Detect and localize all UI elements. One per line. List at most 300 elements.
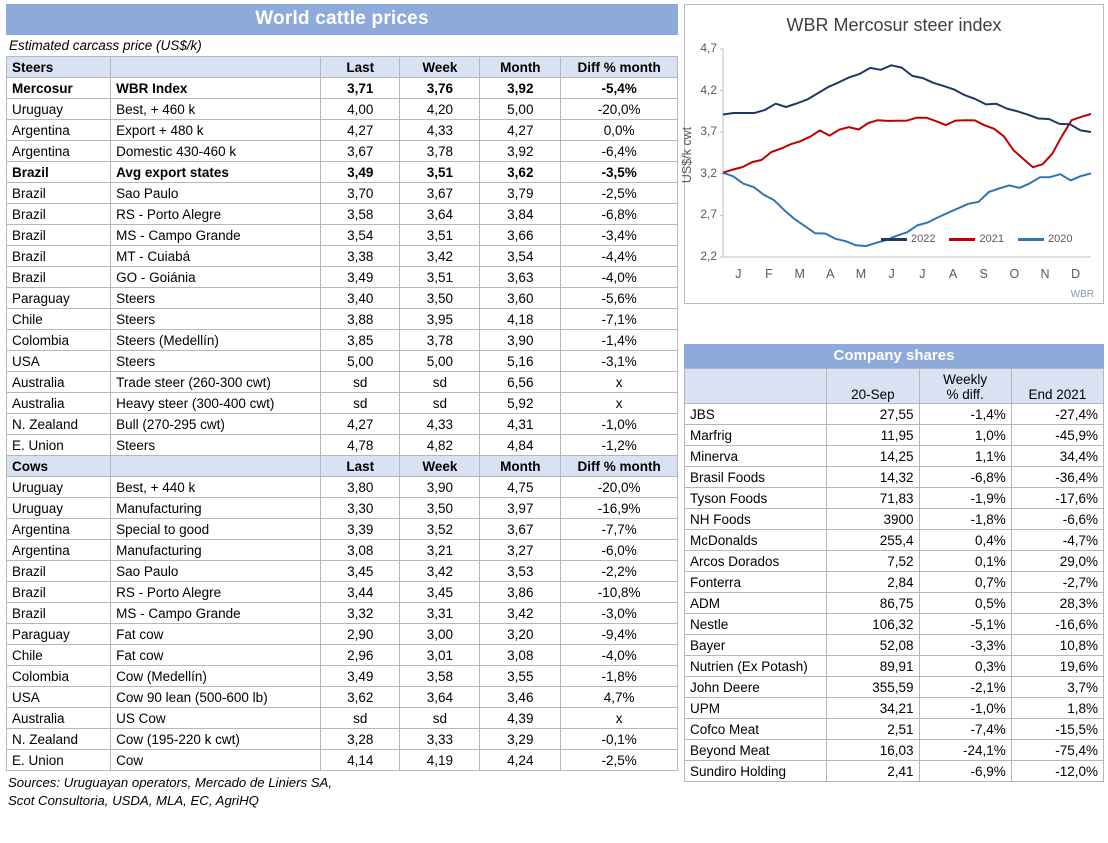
cell-diff: 4,7% [561,687,678,708]
cell-week: 3,78 [400,141,480,162]
column-header: Last [321,57,400,78]
table-row [7,414,678,435]
cell-description: Domestic 430-460 k [111,141,321,162]
table-row [685,719,1104,740]
cell-week: sd [400,393,480,414]
cell-last: 3,62 [321,687,400,708]
cell-diff: -4,0% [561,267,678,288]
cell-end-2021: 19,6% [1011,656,1103,677]
cell-price: 3900 [827,509,919,530]
cell-end-2021: -36,4% [1011,467,1103,488]
cell-description: GO - Goiánia [111,267,321,288]
table-row [7,687,678,708]
cell-weekly-diff: -1,0% [919,698,1011,719]
table-row [7,351,678,372]
cell-diff: -3,1% [561,351,678,372]
column-header: Last [321,456,400,477]
cell-last: 3,49 [321,267,400,288]
cell-description: Steers [111,288,321,309]
cell-diff: x [561,372,678,393]
cell-month: 3,53 [480,561,561,582]
shares-header-end2021: End 2021 [1011,369,1103,404]
cell-country: Brazil [7,561,111,582]
cell-price: 11,95 [827,425,919,446]
table-row [685,761,1104,782]
table-row [685,488,1104,509]
cell-month: 3,62 [480,162,561,183]
cell-price: 106,32 [827,614,919,635]
chart-y-axis-label: US$/k cwt [680,126,694,184]
cell-week: 3,45 [400,582,480,603]
cell-company: Nutrien (Ex Potash) [685,656,827,677]
table-row [7,624,678,645]
cell-description: Special to good [111,519,321,540]
cell-diff: x [561,393,678,414]
cell-description: Steers [111,435,321,456]
cell-country: Argentina [7,519,111,540]
cell-description: US Cow [111,708,321,729]
cell-country: USA [7,687,111,708]
cell-week: sd [400,708,480,729]
table-row [685,467,1104,488]
cell-last: 3,08 [321,540,400,561]
cell-last: 3,67 [321,141,400,162]
mercosur-steer-index-chart [680,4,1104,304]
cell-country: Brazil [7,204,111,225]
cell-company: Sundiro Holding [685,761,827,782]
sources-line-2: Scot Consultoria, USDA, MLA, EC, AgriHQ [8,792,259,808]
cell-month: 3,79 [480,183,561,204]
shares-table [684,368,1104,782]
cell-description: Fat cow [111,624,321,645]
cell-country: Brazil [7,225,111,246]
cell-description: Steers (Medellín) [111,330,321,351]
table-row [7,666,678,687]
column-header: Week [400,456,480,477]
legend-label: 2021 [979,233,1004,245]
cell-diff: -5,4% [561,78,678,99]
cell-description: MS - Campo Grande [111,603,321,624]
cell-description: Heavy steer (300-400 cwt) [111,393,321,414]
cell-weekly-diff: 1,1% [919,446,1011,467]
cell-country: Brazil [7,603,111,624]
cell-month: 3,86 [480,582,561,603]
prices-table [6,56,678,771]
cell-month: 4,31 [480,414,561,435]
cell-country: Australia [7,372,111,393]
chart-x-tick: D [1071,267,1081,281]
shares-header-weekly: Weekly % diff. [919,369,1011,404]
section-blank [111,456,321,477]
cell-last: 3,88 [321,309,400,330]
cell-description: Avg export states [111,162,321,183]
cell-end-2021: -27,4% [1011,404,1103,425]
legend-swatch [1018,238,1044,241]
table-row [7,99,678,120]
cell-month: 4,27 [480,120,561,141]
cell-weekly-diff: 0,7% [919,572,1011,593]
cell-description: Best, + 460 k [111,99,321,120]
cell-country: Brazil [7,582,111,603]
cell-description: Fat cow [111,645,321,666]
table-row [685,656,1104,677]
cell-description: Best, + 440 k [111,477,321,498]
cell-month: 5,00 [480,99,561,120]
cell-week: sd [400,372,480,393]
cell-diff: -2,5% [561,183,678,204]
cell-month: 5,92 [480,393,561,414]
prices-section-header [7,57,678,78]
cell-diff: -1,2% [561,435,678,456]
cell-diff: -5,6% [561,288,678,309]
cell-country: Paraguay [7,624,111,645]
cell-company: Cofco Meat [685,719,827,740]
table-row [685,614,1104,635]
company-shares-panel [684,344,1104,782]
cell-diff: -9,4% [561,624,678,645]
cell-price: 89,91 [827,656,919,677]
cell-week: 3,31 [400,603,480,624]
cell-last: 4,14 [321,750,400,771]
cell-company: John Deere [685,677,827,698]
cell-last: 3,44 [321,582,400,603]
cell-month: 3,67 [480,519,561,540]
cell-last: 4,00 [321,99,400,120]
cell-end-2021: -15,5% [1011,719,1103,740]
cell-price: 2,51 [827,719,919,740]
chart-x-tick: M [855,267,867,281]
cell-description: RS - Porto Alegre [111,582,321,603]
chart-x-tick: O [1009,267,1020,281]
cell-month: 3,60 [480,288,561,309]
cell-diff: -16,9% [561,498,678,519]
cell-last: 3,39 [321,519,400,540]
chart-plot-area [680,5,1105,305]
table-row [7,120,678,141]
cell-description: Trade steer (260-300 cwt) [111,372,321,393]
cell-week: 4,82 [400,435,480,456]
cell-end-2021: -16,6% [1011,614,1103,635]
cell-price: 7,52 [827,551,919,572]
cell-price: 355,59 [827,677,919,698]
cell-end-2021: 34,4% [1011,446,1103,467]
cell-month: 3,54 [480,246,561,267]
table-row [685,593,1104,614]
shares-header-row [685,369,1104,404]
cell-country: Mercosur [7,78,111,99]
cell-weekly-diff: -5,1% [919,614,1011,635]
cell-week: 3,51 [400,162,480,183]
panel-title: World cattle prices [6,4,678,35]
cell-country: Chile [7,645,111,666]
cell-week: 3,58 [400,666,480,687]
chart-y-tick: 2,2 [700,249,717,263]
cell-last: 3,38 [321,246,400,267]
table-row [685,635,1104,656]
cell-week: 4,33 [400,414,480,435]
cell-week: 3,51 [400,225,480,246]
cell-end-2021: -2,7% [1011,572,1103,593]
table-row [7,372,678,393]
cell-diff: -7,7% [561,519,678,540]
cell-company: Tyson Foods [685,488,827,509]
table-row [7,393,678,414]
cell-week: 4,20 [400,99,480,120]
cell-company: JBS [685,404,827,425]
cell-weekly-diff: 0,4% [919,530,1011,551]
cell-country: Brazil [7,183,111,204]
table-row [7,540,678,561]
cell-month: 3,27 [480,540,561,561]
table-row [7,603,678,624]
chart-x-tick: J [888,267,895,281]
cell-diff: -6,4% [561,141,678,162]
cell-country: Uruguay [7,498,111,519]
column-header: Diff % month [561,57,678,78]
cell-month: 3,08 [480,645,561,666]
cell-diff: -1,4% [561,330,678,351]
cell-description: Sao Paulo [111,183,321,204]
cell-diff: -20,0% [561,477,678,498]
cell-country: Uruguay [7,477,111,498]
cell-description: Export + 480 k [111,120,321,141]
chart-x-tick: F [765,267,773,281]
cell-country: Paraguay [7,288,111,309]
cell-description: MT - Cuiabá [111,246,321,267]
table-row [685,446,1104,467]
cell-month: 3,92 [480,78,561,99]
cell-country: Chile [7,309,111,330]
cell-diff: -6,8% [561,204,678,225]
cell-week: 5,00 [400,351,480,372]
table-row [7,435,678,456]
chart-x-tick: N [1040,267,1050,281]
cell-price: 71,83 [827,488,919,509]
cell-company: UPM [685,698,827,719]
chart-x-tick: A [948,267,958,281]
cell-price: 52,08 [827,635,919,656]
table-row [7,288,678,309]
cell-company: Marfrig [685,425,827,446]
cell-weekly-diff: -1,8% [919,509,1011,530]
cell-country: Colombia [7,330,111,351]
cell-month: 5,16 [480,351,561,372]
table-row [7,708,678,729]
table-row [685,740,1104,761]
cell-end-2021: 29,0% [1011,551,1103,572]
cell-month: 3,84 [480,204,561,225]
legend-item [881,233,935,245]
cell-week: 3,64 [400,204,480,225]
column-header: Week [400,57,480,78]
chart-series-2022 [723,65,1091,132]
sources-note [6,771,678,810]
cell-price: 2,84 [827,572,919,593]
cell-week: 3,42 [400,561,480,582]
cell-diff: -3,5% [561,162,678,183]
cell-month: 6,56 [480,372,561,393]
sources-line-1: Sources: Uruguayan operators, Mercado de Liniers SA, [8,775,332,790]
column-header: Month [480,456,561,477]
cell-description: Manufacturing [111,540,321,561]
cell-country: N. Zealand [7,414,111,435]
chart-y-tick: 3,2 [700,165,717,180]
cell-price: 255,4 [827,530,919,551]
table-row [7,519,678,540]
cell-last: sd [321,393,400,414]
cell-week: 3,64 [400,687,480,708]
cell-weekly-diff: -6,9% [919,761,1011,782]
cell-diff: x [561,708,678,729]
cell-week: 3,50 [400,288,480,309]
table-row [7,330,678,351]
cell-last: 3,80 [321,477,400,498]
cell-company: Bayer [685,635,827,656]
cell-month: 3,42 [480,603,561,624]
cell-diff: -4,4% [561,246,678,267]
cell-weekly-diff: -1,9% [919,488,1011,509]
cell-diff: -2,2% [561,561,678,582]
table-row [7,246,678,267]
shares-header-date: 20-Sep [827,369,919,404]
cell-last: 3,49 [321,666,400,687]
cell-end-2021: -75,4% [1011,740,1103,761]
cell-price: 86,75 [827,593,919,614]
table-row [685,425,1104,446]
cell-month: 3,55 [480,666,561,687]
chart-y-tick: 3,7 [700,124,717,139]
cell-last: 3,58 [321,204,400,225]
cell-end-2021: -17,6% [1011,488,1103,509]
cell-week: 3,52 [400,519,480,540]
panel-subtitle: Estimated carcass price (US$/k) [9,38,202,53]
cell-week: 3,90 [400,477,480,498]
cell-diff: -3,4% [561,225,678,246]
cell-company: NH Foods [685,509,827,530]
cell-company: Brasil Foods [685,467,827,488]
cell-company: Minerva [685,446,827,467]
cell-diff: -3,0% [561,603,678,624]
cell-weekly-diff: -2,1% [919,677,1011,698]
table-row [685,572,1104,593]
legend-label: 2022 [911,233,936,245]
table-row [7,477,678,498]
cell-country: Uruguay [7,99,111,120]
cell-description: MS - Campo Grande [111,225,321,246]
cell-weekly-diff: -1,4% [919,404,1011,425]
cell-last: sd [321,708,400,729]
cell-description: Steers [111,351,321,372]
cell-last: 3,28 [321,729,400,750]
cell-last: 2,96 [321,645,400,666]
cell-week: 3,67 [400,183,480,204]
cell-month: 4,24 [480,750,561,771]
cell-description: Cow [111,750,321,771]
section-label: Steers [7,57,111,78]
prices-section-header [7,456,678,477]
chart-title: WBR Mercosur steer index [786,15,1002,35]
legend-item [949,233,1003,245]
cell-end-2021: -4,7% [1011,530,1103,551]
cell-country: N. Zealand [7,729,111,750]
table-row [685,530,1104,551]
cell-last: 3,49 [321,162,400,183]
cell-last: 3,32 [321,603,400,624]
cell-month: 3,20 [480,624,561,645]
cell-diff: -20,0% [561,99,678,120]
cell-description: Cow (195-220 k cwt) [111,729,321,750]
cell-country: USA [7,351,111,372]
cell-weekly-diff: -24,1% [919,740,1011,761]
cell-month: 4,18 [480,309,561,330]
cell-end-2021: -45,9% [1011,425,1103,446]
shares-header-blank [685,369,827,404]
cell-week: 3,51 [400,267,480,288]
cell-month: 3,92 [480,141,561,162]
cell-week: 3,50 [400,498,480,519]
cell-last: 3,70 [321,183,400,204]
cell-company: Beyond Meat [685,740,827,761]
section-blank [111,57,321,78]
chart-y-tick: 4,7 [700,41,717,55]
cell-week: 4,33 [400,120,480,141]
cell-country: Brazil [7,246,111,267]
shares-title: Company shares [684,344,1104,368]
chart-watermark: WBR [1070,289,1094,300]
chart-svg [685,5,1105,305]
table-row [7,645,678,666]
cell-country: Australia [7,393,111,414]
cell-company: McDonalds [685,530,827,551]
cell-last: 4,27 [321,120,400,141]
cell-week: 3,21 [400,540,480,561]
chart-y-tick: 4,2 [700,82,717,97]
chart-legend [881,233,1072,245]
cell-description: Manufacturing [111,498,321,519]
cell-month: 3,90 [480,330,561,351]
legend-swatch [881,238,907,241]
cell-country: Argentina [7,141,111,162]
table-row [7,561,678,582]
table-row [7,498,678,519]
cell-diff: -7,1% [561,309,678,330]
section-label: Cows [7,456,111,477]
chart-x-tick: S [979,267,988,281]
chart-x-tick: M [794,267,805,281]
cell-price: 27,55 [827,404,919,425]
table-row [7,204,678,225]
cell-diff: -1,8% [561,666,678,687]
cell-last: 3,71 [321,78,400,99]
cell-description: Sao Paulo [111,561,321,582]
cell-company: Nestle [685,614,827,635]
cell-diff: -10,8% [561,582,678,603]
cell-week: 3,00 [400,624,480,645]
cell-price: 14,25 [827,446,919,467]
chart-x-tick: J [919,267,926,281]
cell-description: Cow 90 lean (500-600 lb) [111,687,321,708]
cell-last: 4,78 [321,435,400,456]
cell-last: 4,27 [321,414,400,435]
cell-month: 3,97 [480,498,561,519]
cell-week: 3,42 [400,246,480,267]
cell-last: 3,40 [321,288,400,309]
cell-end-2021: -12,0% [1011,761,1103,782]
cell-price: 16,03 [827,740,919,761]
table-row [7,309,678,330]
cell-diff: -0,1% [561,729,678,750]
cell-country: E. Union [7,435,111,456]
